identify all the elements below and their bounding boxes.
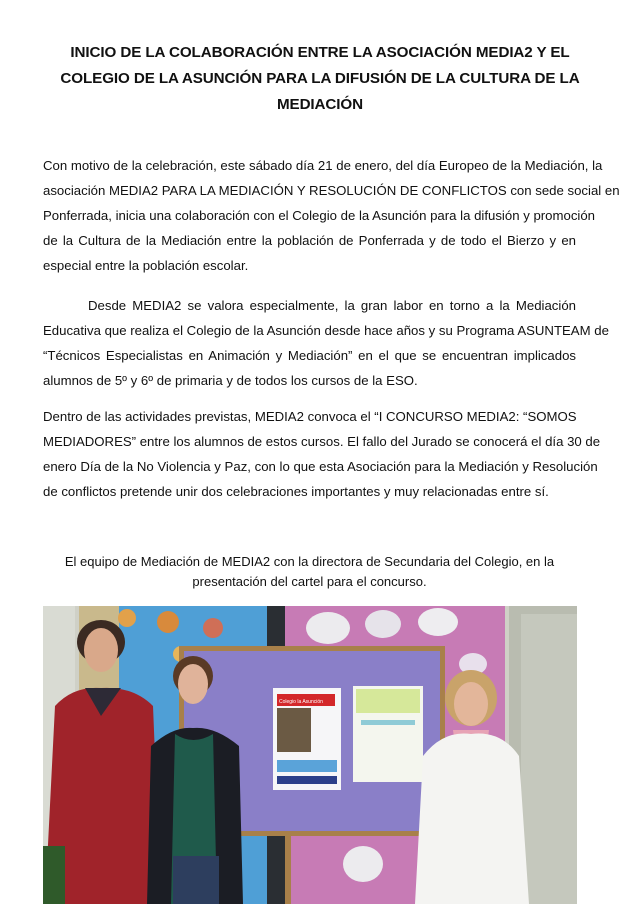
title-line: INICIO DE LA COLABORACIÓN ENTRE LA ASOCIACIÓN MEDIA2 Y EL: [70, 44, 570, 61]
caption-line: presentación del cartel para el concurso.: [192, 574, 427, 589]
person-left-face: [84, 628, 118, 672]
mural-drawing: [343, 846, 383, 882]
group-photo: [43, 606, 577, 904]
photo-caption: [43, 552, 576, 592]
board-stand: [285, 836, 291, 904]
mural-flower: [157, 611, 179, 633]
poster-band: [277, 760, 337, 772]
paragraph-line: enero Día de la No Violencia y Paz, con lo que esta Asociación para la Mediación y Resolución: [43, 459, 598, 474]
poster-heading: Colegio la Asunción: [279, 699, 323, 705]
paragraph-line: de conflictos pretende unir dos celebraciones importantes y muy relacionadas entre sí.: [43, 484, 549, 499]
paragraph-line: de la Cultura de la Mediación entre la población de Ponferrada y de todo el Bierzo y en: [43, 233, 576, 248]
person-middle-face: [178, 664, 208, 704]
mural-flower: [118, 609, 136, 627]
person-right-coat: [415, 733, 529, 904]
paragraph-line: Ponferrada, inicia una colaboración con el Colegio de la Asunción para la difusión y promoción: [43, 208, 596, 223]
mural-drawing: [306, 612, 350, 644]
poster-image: [277, 708, 311, 752]
paragraph-line: Con motivo de la celebración, este sábado día 21 de enero, del día Europeo de la Mediación, la: [43, 158, 603, 173]
paragraph-line: asociación MEDIA2 PARA LA MEDIACIÓN Y RESOLUCIÓN DE CONFLICTOS con sede social en: [43, 183, 620, 198]
mural-drawing: [418, 608, 458, 636]
paragraph-line: MEDIADORES” entre los alumnos de estos cursos. El fallo del Jurado se conocerá el día 30 de: [43, 434, 601, 449]
title-line: COLEGIO DE LA ASUNCIÓN PARA LA DIFUSIÓN DE LA CULTURA DE LA: [60, 70, 580, 87]
paragraph-intro: [43, 153, 620, 278]
person-middle-jeans: [173, 856, 219, 904]
door: [521, 614, 577, 904]
paragraph-concurso: [43, 404, 601, 504]
paragraph-line: Educativa que realiza el Colegio de la Asunción desde hace años y su Programa ASUNTEAM de: [43, 323, 609, 338]
person-right-face: [454, 682, 488, 726]
paragraph-media2: [43, 293, 609, 393]
poster-band: [277, 776, 337, 784]
document-title: [40, 40, 600, 118]
caption-line: El equipo de Mediación de MEDIA2 con la directora de Secundaria del Colegio, en la: [64, 554, 555, 569]
poster-concurso-header: [356, 689, 420, 713]
paragraph-line: especial entre la población escolar.: [43, 258, 249, 273]
mural-flower: [203, 618, 223, 638]
mural-drawing: [365, 610, 401, 638]
paragraph-line: Desde MEDIA2 se valora especialmente, la gran labor en torno a la Mediación: [88, 298, 576, 313]
plant: [43, 846, 65, 904]
paragraph-line: alumnos de 5º y 6º de primaria y de todos los cursos de la ESO.: [43, 373, 418, 388]
paragraph-line: Dentro de las actividades previstas, MEDIA2 convoca el “I CONCURSO MEDIA2: “SOMOS: [43, 409, 577, 424]
paragraph-line: “Técnicos Especialistas en Animación y Mediación” en el que se encuentran implicados: [43, 348, 576, 363]
poster-concurso-band: [361, 720, 415, 725]
title-line: MEDIACIÓN: [276, 96, 363, 113]
